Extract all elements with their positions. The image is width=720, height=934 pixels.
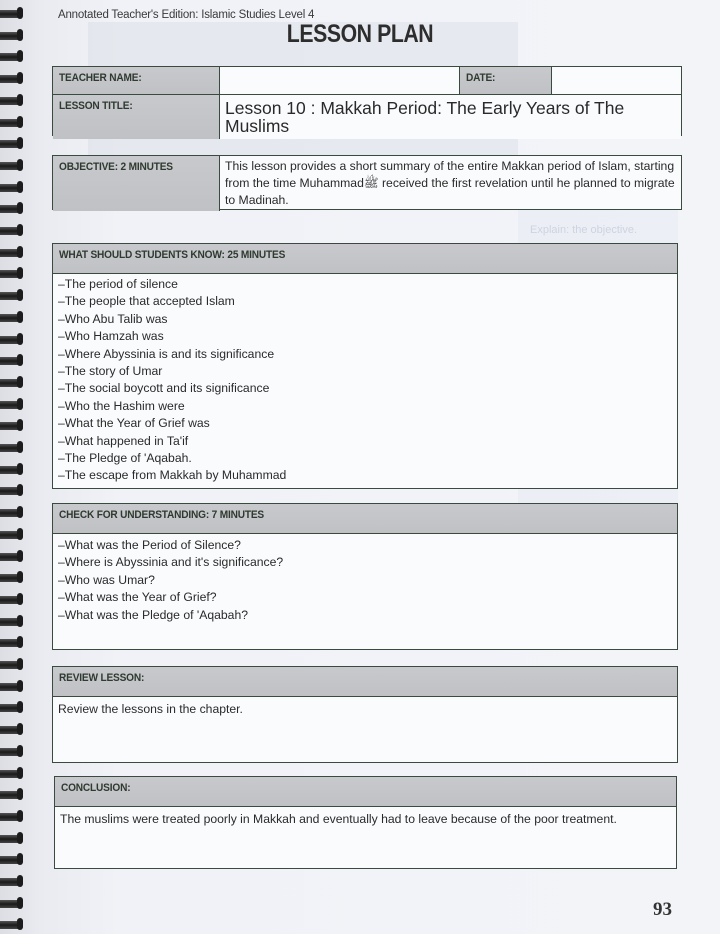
list-item: –What was the Period of Silence? [58,538,241,552]
objective-text: This lesson provides a short summary of the entire Makkan period of Islam, starting from the time Muhammadﷺ received the first revelation until he planned to migrate to Madinah. [225,159,675,207]
binding-coil [0,184,22,192]
check-understanding-list [53,534,677,627]
list-item: –The story of Umar [58,364,163,379]
students-know-list [53,274,677,488]
lesson-title-value: Lesson 10 : Makkah Period: The Early Years of The Muslims [220,95,681,139]
teacher-name-label: TEACHER NAME: [53,67,220,95]
binding-coil [0,336,22,344]
list-item: –The social boycott and its significance [58,381,270,396]
review-lesson-text: Review the lessons in the chapter. [58,702,243,716]
page-title: LESSON PLAN [286,20,434,48]
students-know-header: WHAT SHOULD STUDENTS KNOW: 25 MINUTES [53,244,677,274]
teacher-name-field[interactable] [220,67,460,95]
binding-coil [0,466,22,474]
list-item: –The period of silence [58,277,178,291]
binding-coil [0,119,22,127]
list-item: –Where is Abyssinia and it's significance? [58,555,284,570]
binding-coil [0,249,22,257]
list-item: –What was the Pledge of 'Aqabah? [58,607,249,622]
binding-coil [0,53,22,61]
conclusion-section [54,776,677,869]
binding-coil [0,205,22,213]
objective-label: OBJECTIVE: 2 MINUTES [53,156,220,211]
binding-coil [0,748,22,756]
binding-coil [0,726,22,734]
date-field[interactable] [552,67,681,95]
binding-coil [0,32,22,40]
binding-coil [0,574,22,582]
binding-coil [0,900,22,908]
date-label: DATE: [460,67,552,95]
review-lesson-section [52,666,678,763]
binding-coil [0,813,22,821]
binding-coil [0,683,22,691]
conclusion-header: CONCLUSION: [55,777,676,807]
check-understanding-header: CHECK FOR UNDERSTANDING: 7 MINUTES [53,504,677,534]
list-item: –What the Year of Grief was [58,416,210,431]
binding-coil [0,227,22,235]
binding-coil [0,162,22,170]
binding-coil [0,379,22,387]
binding-coil [0,531,22,539]
binding-coil [0,618,22,626]
binding-coil [0,596,22,604]
binding-coil [0,140,22,148]
binding-coil [0,639,22,647]
students-know-section [52,243,678,489]
binding-coil [0,97,22,105]
list-item: –What was the Year of Grief? [58,590,217,605]
list-item: –Where Abyssinia is and its significance [58,346,275,361]
list-item: –Who Abu Talib was [58,311,168,326]
binding-coil [0,878,22,886]
binding-coil [0,704,22,712]
binding-coil [0,509,22,517]
list-item: –The escape from Makkah by Muhammad [58,468,287,483]
bleed-through-note: Explain: the objective. [530,224,638,236]
binding-coil [0,791,22,799]
binding-coil [0,270,22,278]
binding-coil [0,553,22,561]
binding-coil [0,401,22,409]
binding-coil [0,75,22,83]
list-item: –Who Hamzah was [58,329,164,344]
list-item: –Who was Umar? [58,572,155,587]
list-item: –What happened in Ta'if [58,433,189,448]
edition-header: Annotated Teacher's Edition: Islamic Studies Level 4 [58,9,315,21]
lesson-info-table [52,66,682,136]
lesson-title-label: LESSON TITLE: [53,95,220,139]
binding-coil [0,487,22,495]
objective-section [52,155,682,210]
list-item: –The people that accepted Islam [58,294,235,309]
check-understanding-section [52,503,678,650]
binding-coil [0,357,22,365]
binding-coil [0,292,22,300]
binding-coil [0,314,22,322]
conclusion-text: The muslims were treated poorly in Makkah and eventually had to leave because of the poor treatment. [60,812,617,826]
page-number: 93 [653,899,672,920]
review-lesson-header: REVIEW LESSON: [53,667,677,697]
binding-coil [0,422,22,430]
binding-coil [0,921,22,929]
list-item: –Who the Hashim were [58,398,185,413]
binding-coil [0,835,22,843]
binding-coil [0,444,22,452]
binding-coil [0,661,22,669]
list-item: –The Pledge of 'Aqabah. [58,451,192,466]
spiral-binding [0,0,26,934]
binding-coil [0,770,22,778]
binding-coil [0,10,22,18]
binding-coil [0,856,22,864]
